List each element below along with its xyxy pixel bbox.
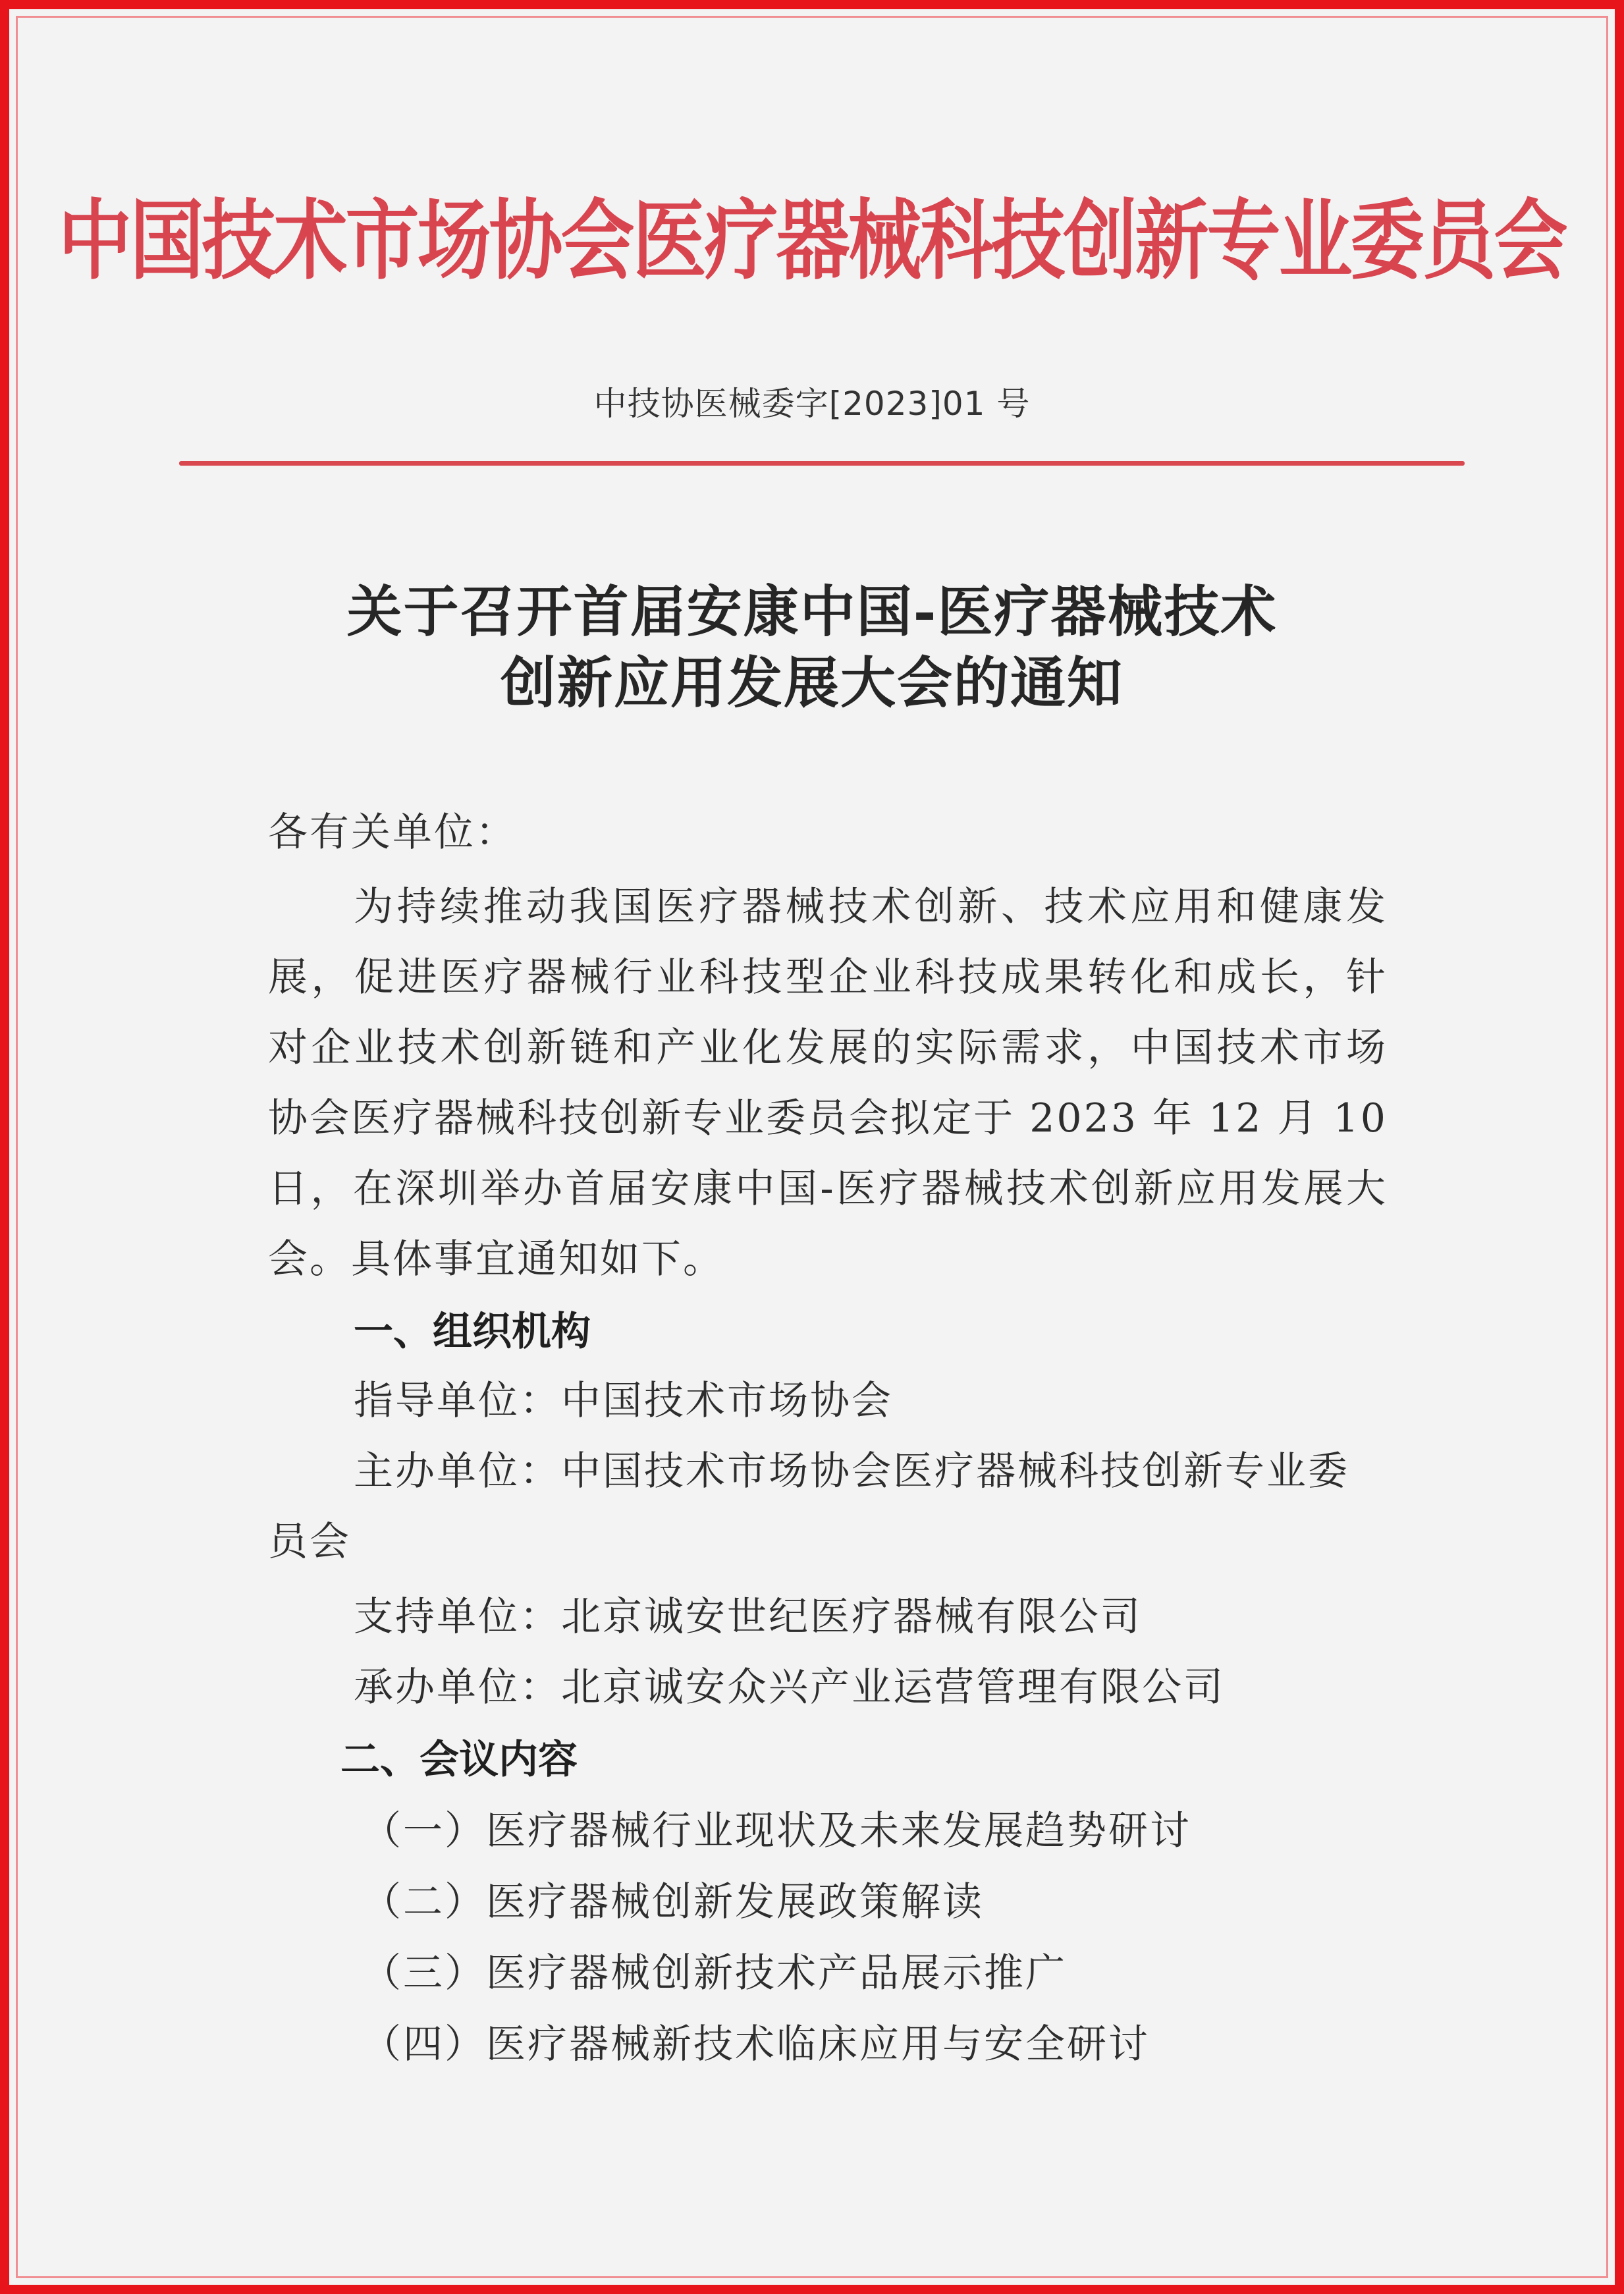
organization-header: 中国技术市场协会医疗器械科技创新专业委员会 — [58, 190, 1566, 292]
red-divider-line — [179, 461, 1465, 466]
content-item-2: （二）医疗器械创新发展政策解读 — [362, 1879, 984, 1925]
org-row-support: 支持单位：北京诚安世纪医疗器械有限公司 — [354, 1594, 1142, 1640]
document-number: 中技协医械委字[2023]01 号 — [593, 385, 1031, 423]
section-heading-content: 二、会议内容 — [340, 1737, 578, 1783]
section-heading-organization: 一、组织机构 — [354, 1309, 591, 1355]
notice-title-line-2: 创新应用发展大会的通知 — [500, 650, 1123, 715]
org-row-guidance: 指导单位：中国技术市场协会 — [354, 1378, 893, 1424]
org-row-organizer: 承办单位：北京诚安众兴产业运营管理有限公司 — [354, 1664, 1225, 1710]
notice-title-line-1: 关于召开首届安康中国-医疗器械技术 — [346, 579, 1278, 644]
content-item-3: （三）医疗器械创新技术产品展示推广 — [362, 1950, 1067, 1996]
org-row-host: 主办单位：中国技术市场协会医疗器械科技创新专业委员会 — [268, 1448, 1349, 1565]
salutation: 各有关单位： — [268, 809, 517, 856]
intro-paragraph: 为持续推动我国医疗器械技术创新、技术应用和健康发展，促进医疗器械行业科技型企业科技成果转化和成长，针对企业技术创新链和产业化发展的实际需求，中国技术市场协会医疗器械科技创新专业委员会拟定于 2023 年 12 月 10 日，在深圳举办首届安康中国-医疗器械技术创新应用发展大会。具体事宜通知如下。 — [268, 884, 1388, 1282]
content-item-4: （四）医疗器械新技术临床应用与安全研讨 — [362, 2021, 1150, 2067]
content-item-1: （一）医疗器械行业现状及未来发展趋势研讨 — [362, 1808, 1191, 1854]
